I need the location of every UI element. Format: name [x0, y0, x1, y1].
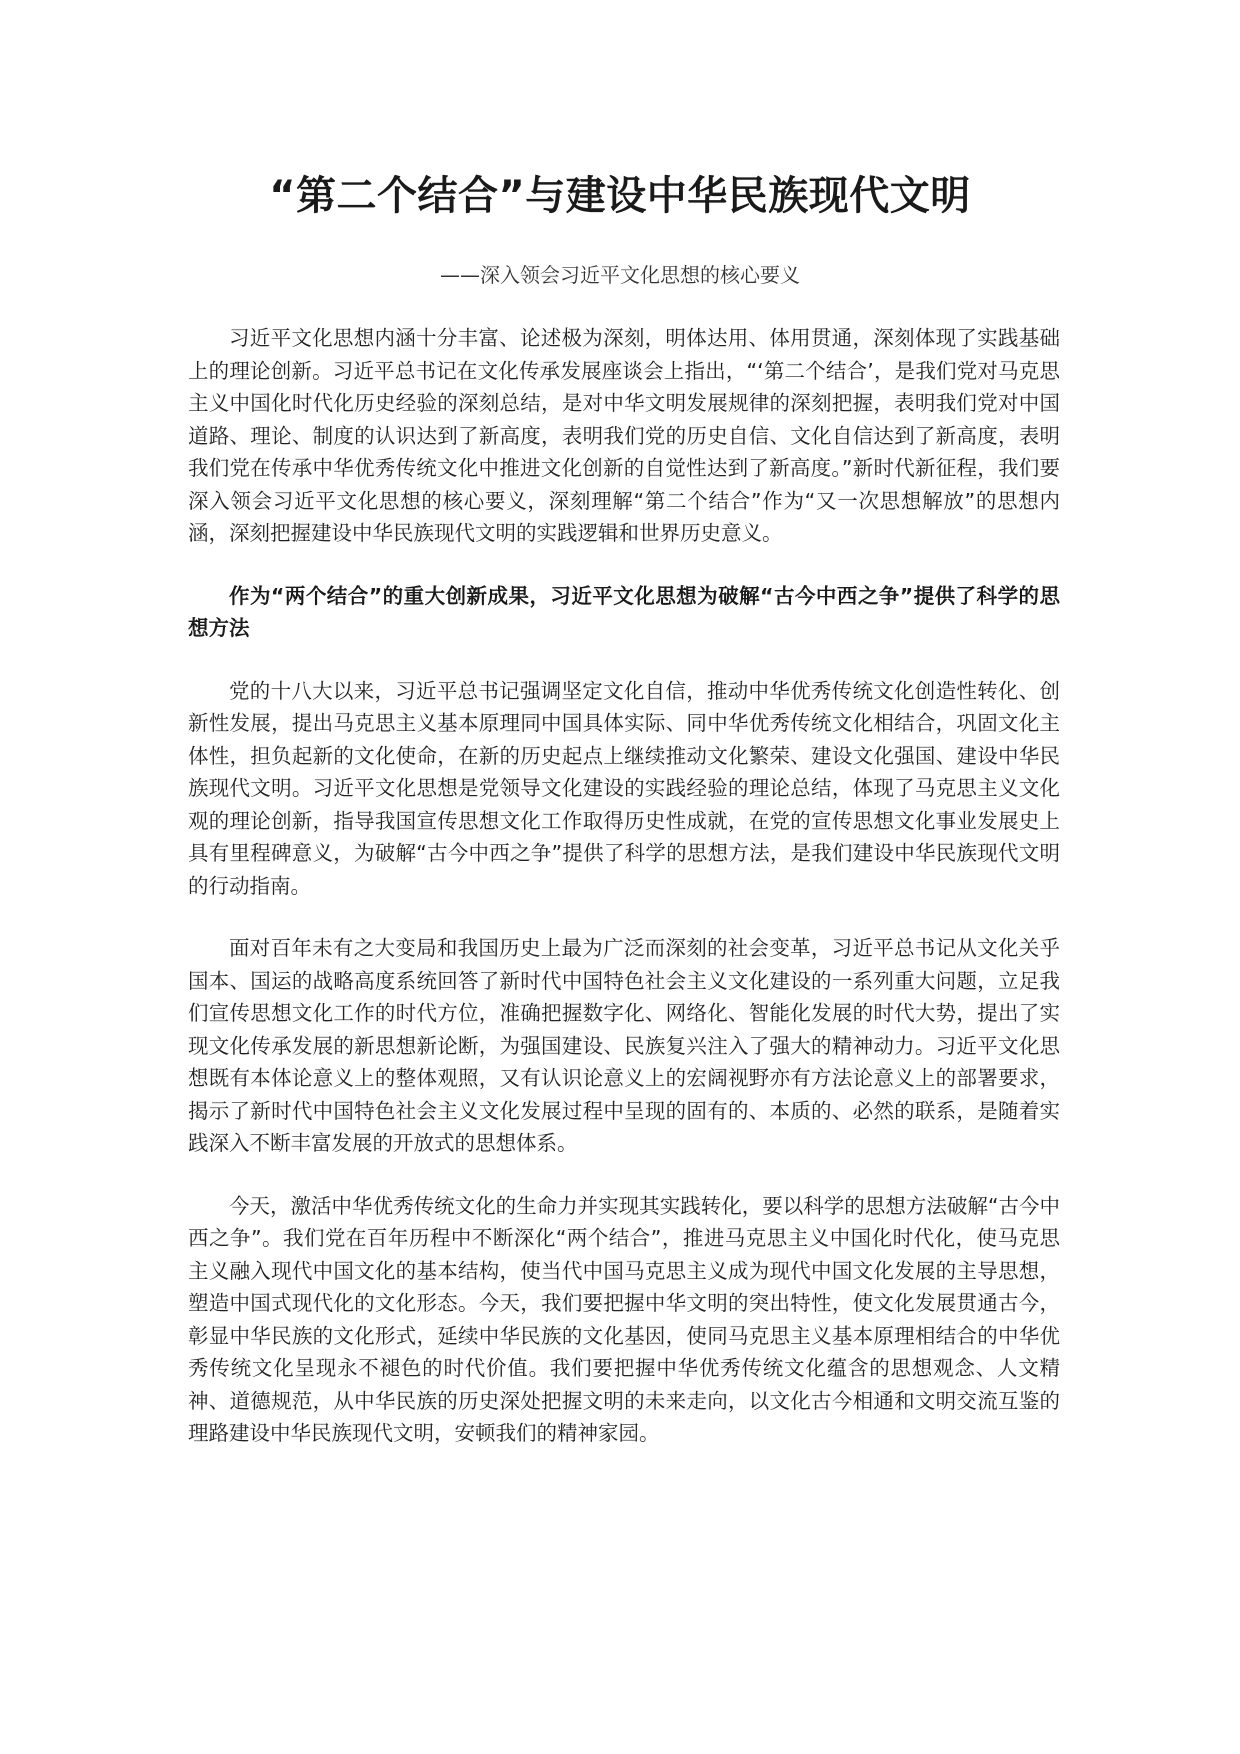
article-body — [188, 322, 1060, 1480]
paragraph-intro: 习近平文化思想内涵十分丰富、论述极为深刻，明体达用、体用贯通，深刻体现了实践基础上的理论创新。习近平总书记在文化传承发展座谈会上指出，“‘第二个结合’，是我们党对马克思主义中国化时代化历史经验的深刻总结，是对中华文明发展规律的深刻把握，表明我们党对中国道路、理论、制度的认识达到了新高度，表明我们党的历史自信、文化自信达到了新高度，表明我们党在传承中华优秀传统文化中推进文化创新的自觉性达到了新高度。”新时代新征程，我们要深入领会习近平文化思想的核心要义，深刻理解“第二个结合”作为“又一次思想解放”的思想内涵，深刻把握建设中华民族现代文明的实践逻辑和世界历史意义。 — [188, 326, 1060, 545]
section-heading: 作为“两个结合”的重大创新成果，习近平文化思想为破解“古今中西之争”提供了科学的思想方法 — [188, 583, 1060, 640]
paragraph-body: 面对百年未有之大变局和我国历史上最为广泛而深刻的社会变革，习近平总书记从文化关乎国本、国运的战略高度系统回答了新时代中国特色社会主义文化建设的一系列重大问题，立足我们宣传思想文化工作的时代方位，准确把握数字化、网络化、智能化发展的时代大势，提出了实现文化传承发展的新思想新论断，为强国建设、民族复兴注入了强大的精神动力。习近平文化思想既有本体论意义上的整体观照，又有认识论意义上的宏阔视野亦有方法论意义上的部署要求，揭示了新时代中国特色社会主义文化发展过程中呈现的固有的、本质的、必然的联系，是随着实践深入不断丰富发展的开放式的思想体系。 — [188, 936, 1060, 1155]
page-subtitle: ——深入领会习近平文化思想的核心要义 — [440, 263, 800, 287]
page-title: “第二个结合”与建设中华民族现代文明 — [269, 173, 971, 219]
paragraph-body: 党的十八大以来，习近平总书记强调坚定文化自信，推动中华优秀传统文化创造性转化、创新性发展，提出马克思主义基本原理同中国具体实际、同中华优秀传统文化相结合，巩固文化主体性，担负起新的文化使命，在新的历史起点上继续推动文化繁荣、建设文化强国、建设中华民族现代文明。习近平文化思想是党领导文化建设的实践经验的理论总结，体现了马克思主义文化观的理论创新，指导我国宣传思想文化工作取得历史性成就，在党的宣传思想文化事业发展史上具有里程碑意义，为破解“古今中西之争”提供了科学的思想方法，是我们建设中华民族现代文明的行动指南。 — [188, 678, 1060, 898]
paragraph-body: 今天，激活中华优秀传统文化的生命力并实现其实践转化，要以科学的思想方法破解“古今中西之争”。我们党在百年历程中不断深化“两个结合”，推进马克思主义中国化时代化，使马克思主义融入现代中国文化的基本结构，使当代中国马克思主义成为现代中国文化发展的主导思想，塑造中国式现代化的文化形态。今天，我们要把握中华文明的突出特性，使文化发展贯通古今，彰显中华民族的文化形式，延续中华民族的文化基因，使同马克思主义基本原理相结合的中华优秀传统文化呈现永不褪色的时代价值。我们要把握中华优秀传统文化蕴含的思想观念、人文精神、道德规范，从中华民族的历史深处把握文明的未来走向，以文化古今相通和文明交流互鉴的理路建设中华民族现代文明，安顿我们的精神家园。 — [188, 1193, 1060, 1445]
